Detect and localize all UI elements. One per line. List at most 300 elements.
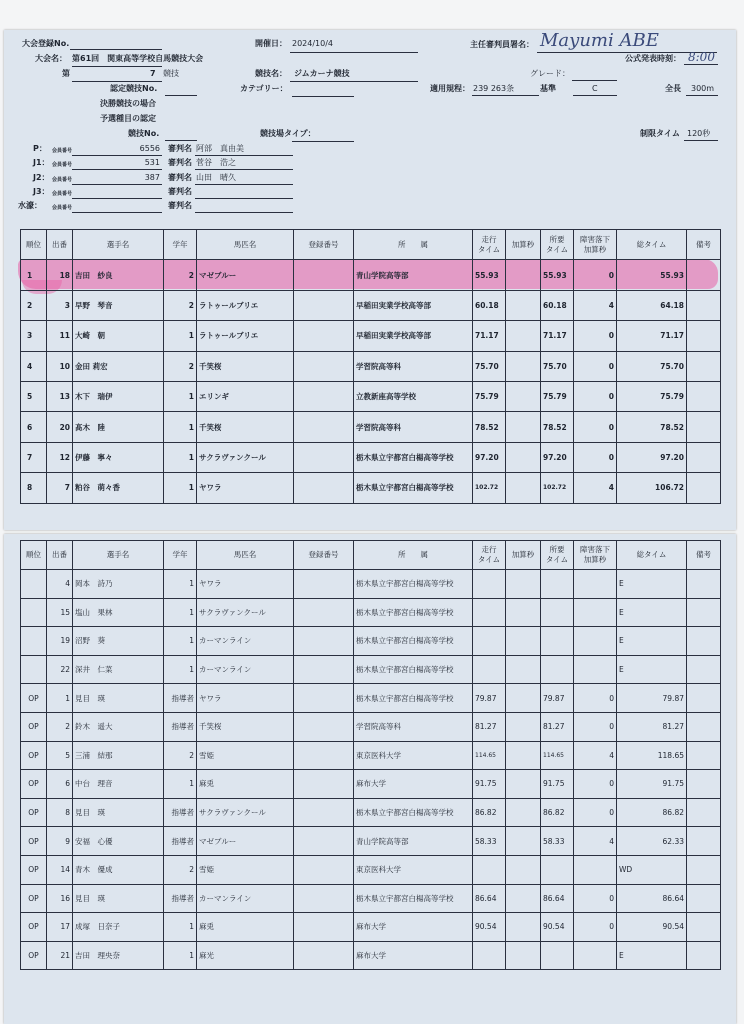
judge-member-no: 387 xyxy=(144,173,160,182)
total-time-cell: 118.65 xyxy=(617,741,687,770)
rider-name-cell: 見目 瑛 xyxy=(73,684,164,713)
rider-name-cell: 鈴木 遥大 xyxy=(73,712,164,741)
affiliation-cell: 麻布大学 xyxy=(354,770,473,799)
table-row xyxy=(21,381,721,411)
affiliation-cell: 立教新座高等学校 xyxy=(354,381,473,411)
grade-cell: 1 xyxy=(164,473,197,503)
affiliation-cell: 栃木県立宇都宮白楊高等学校 xyxy=(354,598,473,627)
total-time-cell: 75.79 xyxy=(617,381,687,411)
category-label: カテゴリー： xyxy=(240,84,288,93)
reg-no-cell xyxy=(294,798,354,827)
start-no-cell: 17 xyxy=(47,913,73,942)
chief-judge-label: 主任審判員署名： xyxy=(470,40,534,49)
remarks-cell xyxy=(687,627,721,656)
rider-name-cell: 深井 仁菜 xyxy=(73,655,164,684)
table-row xyxy=(21,412,721,442)
required-time-cell xyxy=(541,941,574,970)
added-sec-cell xyxy=(506,941,541,970)
judge-role: J3： xyxy=(33,187,50,196)
total-time-cell: 90.54 xyxy=(617,913,687,942)
remarks-cell xyxy=(687,741,721,770)
added-sec-cell xyxy=(506,712,541,741)
column-header-reg-no: 登録番号 xyxy=(294,541,354,570)
affiliation-cell: 青山学院高等部 xyxy=(354,260,473,290)
judge-name: 山田 晴久 xyxy=(196,173,236,182)
run-time-cell xyxy=(473,655,506,684)
total-time-cell: 81.27 xyxy=(617,712,687,741)
affiliation-cell: 栃木県立宇都宮白楊高等学校 xyxy=(354,884,473,913)
penalty-sec-cell: 0 xyxy=(574,684,617,713)
horse-name-cell: ラトゥールブリエ xyxy=(197,321,294,351)
grade-cell: 1 xyxy=(164,770,197,799)
horse-name-cell: ヤワラ xyxy=(197,684,294,713)
judge-role: 水濠： xyxy=(18,201,42,210)
remarks-cell xyxy=(687,381,721,411)
grade-label: グレード： xyxy=(530,69,570,78)
start-no-cell: 14 xyxy=(47,855,73,884)
rank-cell: 7 xyxy=(21,442,47,472)
added-sec-cell xyxy=(506,855,541,884)
penalty-sec-cell: 0 xyxy=(574,712,617,741)
remarks-cell xyxy=(687,941,721,970)
remarks-cell xyxy=(687,260,721,290)
grade-cell: 1 xyxy=(164,627,197,656)
rider-name-cell: 粕谷 萌々香 xyxy=(73,473,164,503)
grade-cell: 1 xyxy=(164,381,197,411)
horse-name-cell: エリンギ xyxy=(197,381,294,411)
grade-cell: 1 xyxy=(164,655,197,684)
reg-no-cell xyxy=(294,381,354,411)
judge-name-label: 審判名 xyxy=(168,187,192,196)
remarks-cell xyxy=(687,290,721,320)
run-time-cell: 58.33 xyxy=(473,827,506,856)
competition-name-label: 競技名： xyxy=(255,69,287,78)
grade-cell: 1 xyxy=(164,913,197,942)
added-sec-cell xyxy=(506,598,541,627)
rider-name-cell: 金田 莉宏 xyxy=(73,351,164,381)
total-time-cell: 75.70 xyxy=(617,351,687,381)
rank-cell: OP xyxy=(21,884,47,913)
column-header-total-time: 総タイム xyxy=(617,230,687,260)
rank-cell: OP xyxy=(21,684,47,713)
horse-name-cell: 雪姫 xyxy=(197,855,294,884)
table-row xyxy=(21,855,721,884)
horse-name-cell: マゼブルー xyxy=(197,827,294,856)
run-time-cell xyxy=(473,855,506,884)
reg-no-cell xyxy=(294,712,354,741)
required-time-cell xyxy=(541,627,574,656)
required-time-cell xyxy=(541,855,574,884)
start-no-cell: 6 xyxy=(47,770,73,799)
column-header-rider-name: 選手名 xyxy=(73,541,164,570)
penalty-sec-cell: 0 xyxy=(574,381,617,411)
column-header-rank: 順位 xyxy=(21,230,47,260)
required-time-cell xyxy=(541,570,574,599)
rider-name-cell: 青木 優成 xyxy=(73,855,164,884)
penalty-sec-cell: 4 xyxy=(574,290,617,320)
run-time-cell: 79.87 xyxy=(473,684,506,713)
remarks-cell xyxy=(687,884,721,913)
remarks-cell xyxy=(687,442,721,472)
column-header-penalty-sec: 障害落下 加算秒 xyxy=(574,541,617,570)
column-header-remarks: 備考 xyxy=(687,230,721,260)
member-no-label: 会員番号 xyxy=(52,148,73,154)
total-time-cell: 71.17 xyxy=(617,321,687,351)
column-header-horse-name: 馬匹名 xyxy=(197,230,294,260)
final-note-2: 予選種目の認定 xyxy=(100,114,156,123)
total-time-cell: 62.33 xyxy=(617,827,687,856)
table-row xyxy=(21,770,721,799)
start-no-cell: 10 xyxy=(47,351,73,381)
affiliation-cell: 学習院高等科 xyxy=(354,412,473,442)
reg-no-cell xyxy=(294,570,354,599)
penalty-sec-cell xyxy=(574,941,617,970)
rank-cell: 4 xyxy=(21,351,47,381)
judge-role: J2： xyxy=(33,173,50,182)
rank-cell: 5 xyxy=(21,381,47,411)
rider-name-cell: 伊藤 寧々 xyxy=(73,442,164,472)
penalty-sec-cell: 0 xyxy=(574,260,617,290)
rider-name-cell: 吉田 紗良 xyxy=(73,260,164,290)
remarks-cell xyxy=(687,351,721,381)
remarks-cell xyxy=(687,655,721,684)
judge-name-label: 審判名 xyxy=(168,144,192,153)
reg-no-cell xyxy=(294,827,354,856)
start-no-cell: 13 xyxy=(47,381,73,411)
reg-no-cell xyxy=(294,855,354,884)
added-sec-cell xyxy=(506,260,541,290)
run-time-cell: 75.79 xyxy=(473,381,506,411)
remarks-cell xyxy=(687,770,721,799)
required-time-cell: 81.27 xyxy=(541,712,574,741)
table-row xyxy=(21,913,721,942)
table-row xyxy=(21,598,721,627)
standard-label: 基準 xyxy=(540,84,556,93)
rank-cell xyxy=(21,570,47,599)
dai-label: 第 xyxy=(62,69,70,78)
rank-cell: 1 xyxy=(21,260,47,290)
added-sec-cell xyxy=(506,627,541,656)
reg-no-cell xyxy=(294,473,354,503)
start-no-cell: 1 xyxy=(47,684,73,713)
reg-no-cell xyxy=(294,598,354,627)
run-time-cell: 97.20 xyxy=(473,442,506,472)
column-header-start-no: 出番 xyxy=(47,230,73,260)
run-time-cell: 71.17 xyxy=(473,321,506,351)
added-sec-cell xyxy=(506,351,541,381)
penalty-sec-cell: 0 xyxy=(574,884,617,913)
required-time-cell: 102.72 xyxy=(541,473,574,503)
competition-name: ジムカーナ競技 xyxy=(294,69,350,78)
required-time-cell: 86.64 xyxy=(541,884,574,913)
grade-cell: 2 xyxy=(164,855,197,884)
judge-role: P： xyxy=(33,144,47,153)
column-header-remarks: 備考 xyxy=(687,541,721,570)
rank-cell: OP xyxy=(21,741,47,770)
grade-cell: 1 xyxy=(164,941,197,970)
total-time-cell: 86.82 xyxy=(617,798,687,827)
column-header-run-time: 走行 タイム xyxy=(473,230,506,260)
grade-cell: 1 xyxy=(164,412,197,442)
rules-label: 適用規程： xyxy=(430,84,470,93)
reg-no-cell xyxy=(294,627,354,656)
total-time-cell: E xyxy=(617,598,687,627)
reg-no-cell xyxy=(294,412,354,442)
table-row xyxy=(21,741,721,770)
horse-name-cell: サクラヴァンクール xyxy=(197,442,294,472)
column-header-grade: 学年 xyxy=(164,541,197,570)
rider-name-cell: 髙木 陸 xyxy=(73,412,164,442)
grade-cell: 2 xyxy=(164,741,197,770)
length-value: 300m xyxy=(691,84,715,93)
start-no-cell: 7 xyxy=(47,473,73,503)
required-time-cell: 91.75 xyxy=(541,770,574,799)
added-sec-cell xyxy=(506,884,541,913)
run-time-cell: 86.64 xyxy=(473,884,506,913)
affiliation-cell: 麻布大学 xyxy=(354,941,473,970)
required-time-cell: 58.33 xyxy=(541,827,574,856)
penalty-sec-cell: 0 xyxy=(574,798,617,827)
required-time-cell: 75.70 xyxy=(541,351,574,381)
total-time-cell: 79.87 xyxy=(617,684,687,713)
date-value: 2024/10/4 xyxy=(292,39,334,48)
table-row xyxy=(21,570,721,599)
total-time-cell: 97.20 xyxy=(617,442,687,472)
rider-name-cell: 成塚 日奈子 xyxy=(73,913,164,942)
penalty-sec-cell: 4 xyxy=(574,741,617,770)
affiliation-cell: 学習院高等科 xyxy=(354,351,473,381)
grade-cell: 2 xyxy=(164,290,197,320)
reg-no-cell xyxy=(294,770,354,799)
horse-name-cell: サクラヴァンクール xyxy=(197,598,294,627)
rank-cell: 8 xyxy=(21,473,47,503)
start-no-cell: 3 xyxy=(47,290,73,320)
rider-name-cell: 大崎 朝 xyxy=(73,321,164,351)
start-no-cell: 18 xyxy=(47,260,73,290)
horse-name-cell: カーマンライン xyxy=(197,884,294,913)
start-no-cell: 21 xyxy=(47,941,73,970)
column-header-start-no: 出番 xyxy=(47,541,73,570)
run-time-cell xyxy=(473,627,506,656)
horse-name-cell: ラトゥールブリエ xyxy=(197,290,294,320)
run-time-cell xyxy=(473,570,506,599)
reg-no-cell xyxy=(294,741,354,770)
affiliation-cell: 栃木県立宇都宮白楊高等学校 xyxy=(354,627,473,656)
added-sec-cell xyxy=(506,321,541,351)
remarks-cell xyxy=(687,855,721,884)
required-time-cell: 86.82 xyxy=(541,798,574,827)
rider-name-cell: 沼野 葵 xyxy=(73,627,164,656)
announce-time: 8:00 xyxy=(688,50,715,64)
added-sec-cell xyxy=(506,655,541,684)
judge-name: 菅谷 浩之 xyxy=(196,158,236,167)
required-time-cell xyxy=(541,655,574,684)
remarks-cell xyxy=(687,473,721,503)
table-row xyxy=(21,798,721,827)
required-time-cell: 97.20 xyxy=(541,442,574,472)
member-no-label: 会員番号 xyxy=(52,162,73,168)
horse-name-cell: 麻光 xyxy=(197,941,294,970)
run-time-cell: 75.70 xyxy=(473,351,506,381)
affiliation-cell: 栃木県立宇都宮白楊高等学校 xyxy=(354,570,473,599)
ranked-results-table xyxy=(20,229,721,504)
run-time-cell: 60.18 xyxy=(473,290,506,320)
chief-judge-signature: Mayumi ABE xyxy=(540,30,659,51)
remarks-cell xyxy=(687,412,721,442)
start-no-cell: 19 xyxy=(47,627,73,656)
penalty-sec-cell: 4 xyxy=(574,827,617,856)
rider-name-cell: 木下 瑞伊 xyxy=(73,381,164,411)
start-no-cell: 5 xyxy=(47,741,73,770)
affiliation-cell: 学習院高等科 xyxy=(354,712,473,741)
affiliation-cell: 栃木県立宇都宮白楊高等学校 xyxy=(354,798,473,827)
rider-name-cell: 塩山 果林 xyxy=(73,598,164,627)
rider-name-cell: 早野 琴音 xyxy=(73,290,164,320)
rider-name-cell: 安福 心優 xyxy=(73,827,164,856)
required-time-cell: 79.87 xyxy=(541,684,574,713)
required-time-cell: 90.54 xyxy=(541,913,574,942)
reg-no-cell xyxy=(294,655,354,684)
affiliation-cell: 栃木県立宇都宮白楊高等学校 xyxy=(354,473,473,503)
required-time-cell: 114.65 xyxy=(541,741,574,770)
run-time-cell: 86.82 xyxy=(473,798,506,827)
column-header-rank: 順位 xyxy=(21,541,47,570)
added-sec-cell xyxy=(506,290,541,320)
remarks-cell xyxy=(687,913,721,942)
start-no-cell: 12 xyxy=(47,442,73,472)
remarks-cell xyxy=(687,684,721,713)
table-row xyxy=(21,627,721,656)
run-time-cell xyxy=(473,598,506,627)
grade-cell: 指導者 xyxy=(164,712,197,741)
member-no-label: 会員番号 xyxy=(52,205,73,211)
run-time-cell: 78.52 xyxy=(473,412,506,442)
run-time-cell: 90.54 xyxy=(473,913,506,942)
total-time-cell: 86.64 xyxy=(617,884,687,913)
required-time-cell: 75.79 xyxy=(541,381,574,411)
column-header-total-time: 総タイム xyxy=(617,541,687,570)
rider-name-cell: 吉田 理央奈 xyxy=(73,941,164,970)
table-row xyxy=(21,351,721,381)
grade-cell: 1 xyxy=(164,598,197,627)
penalty-sec-cell: 0 xyxy=(574,321,617,351)
penalty-sec-cell: 0 xyxy=(574,442,617,472)
penalty-sec-cell xyxy=(574,627,617,656)
added-sec-cell xyxy=(506,913,541,942)
rider-name-cell: 見目 瑛 xyxy=(73,798,164,827)
time-limit-value: 120秒 xyxy=(687,129,711,138)
horse-name-cell: 雪姫 xyxy=(197,741,294,770)
judge-name-label: 審判名 xyxy=(168,201,192,210)
member-no-label: 会員番号 xyxy=(52,191,73,197)
start-no-cell: 20 xyxy=(47,412,73,442)
affiliation-cell: 東京医科大学 xyxy=(354,741,473,770)
start-no-cell: 15 xyxy=(47,598,73,627)
grade-cell: 1 xyxy=(164,321,197,351)
column-header-added-sec: 加算秒 xyxy=(506,230,541,260)
rank-cell xyxy=(21,627,47,656)
table-row xyxy=(21,442,721,472)
judge-name-label: 審判名 xyxy=(168,173,192,182)
required-time-cell: 55.93 xyxy=(541,260,574,290)
final-comp-no-label: 競技No. xyxy=(128,129,160,138)
total-time-cell: 78.52 xyxy=(617,412,687,442)
reg-no-cell xyxy=(294,290,354,320)
column-header-run-time: 走行 タイム xyxy=(473,541,506,570)
reg-no-cell xyxy=(294,260,354,290)
penalty-sec-cell: 4 xyxy=(574,473,617,503)
judge-member-no: 531 xyxy=(144,158,160,167)
judge-name-label: 審判名 xyxy=(168,158,192,167)
judge-name: 阿部 真由美 xyxy=(196,144,244,153)
reg-no-cell xyxy=(294,684,354,713)
horse-name-cell: 千笑桜 xyxy=(197,412,294,442)
table-row xyxy=(21,290,721,320)
competition-no: 7 xyxy=(150,69,156,78)
horse-name-cell: 麻兎 xyxy=(197,913,294,942)
horse-name-cell: サクラヴァンクール xyxy=(197,798,294,827)
affiliation-cell: 栃木県立宇都宮白楊高等学校 xyxy=(354,655,473,684)
start-no-cell: 22 xyxy=(47,655,73,684)
rider-name-cell: 中台 理音 xyxy=(73,770,164,799)
rank-cell: OP xyxy=(21,913,47,942)
penalty-sec-cell xyxy=(574,598,617,627)
total-time-cell: E xyxy=(617,627,687,656)
required-time-cell xyxy=(541,598,574,627)
judge-role: J1： xyxy=(33,158,50,167)
table-row xyxy=(21,321,721,351)
reg-no-cell xyxy=(294,884,354,913)
table-row xyxy=(21,260,721,290)
rank-cell: OP xyxy=(21,770,47,799)
horse-name-cell: ヤワラ xyxy=(197,570,294,599)
grade-cell: 2 xyxy=(164,260,197,290)
reg-no-cell xyxy=(294,351,354,381)
grade-cell: 指導者 xyxy=(164,884,197,913)
affiliation-cell: 早稲田実業学校高等部 xyxy=(354,321,473,351)
arena-type-label: 競技場タイプ： xyxy=(260,129,316,138)
rank-cell xyxy=(21,655,47,684)
added-sec-cell xyxy=(506,412,541,442)
announce-time-label: 公式発表時刻： xyxy=(625,54,681,63)
total-time-cell: E xyxy=(617,941,687,970)
grade-cell: 指導者 xyxy=(164,684,197,713)
column-header-grade: 学年 xyxy=(164,230,197,260)
horse-name-cell: カーマンライン xyxy=(197,655,294,684)
added-sec-cell xyxy=(506,473,541,503)
affiliation-cell: 麻布大学 xyxy=(354,913,473,942)
column-header-horse-name: 馬匹名 xyxy=(197,541,294,570)
column-header-reg-no: 登録番号 xyxy=(294,230,354,260)
table-row xyxy=(21,941,721,970)
rider-name-cell: 見目 瑛 xyxy=(73,884,164,913)
total-time-cell: 55.93 xyxy=(617,260,687,290)
start-no-cell: 8 xyxy=(47,798,73,827)
required-time-cell: 78.52 xyxy=(541,412,574,442)
reg-no-cell xyxy=(294,321,354,351)
column-header-required-time: 所要 タイム xyxy=(541,230,574,260)
grade-cell: 1 xyxy=(164,442,197,472)
column-header-rider-name: 選手名 xyxy=(73,230,164,260)
run-time-cell: 81.27 xyxy=(473,712,506,741)
horse-name-cell: 千笑桜 xyxy=(197,712,294,741)
rider-name-cell: 岡本 詩乃 xyxy=(73,570,164,599)
total-time-cell: 106.72 xyxy=(617,473,687,503)
total-time-cell: WD xyxy=(617,855,687,884)
table-row xyxy=(21,884,721,913)
reg-no-cell xyxy=(294,941,354,970)
penalty-sec-cell xyxy=(574,855,617,884)
